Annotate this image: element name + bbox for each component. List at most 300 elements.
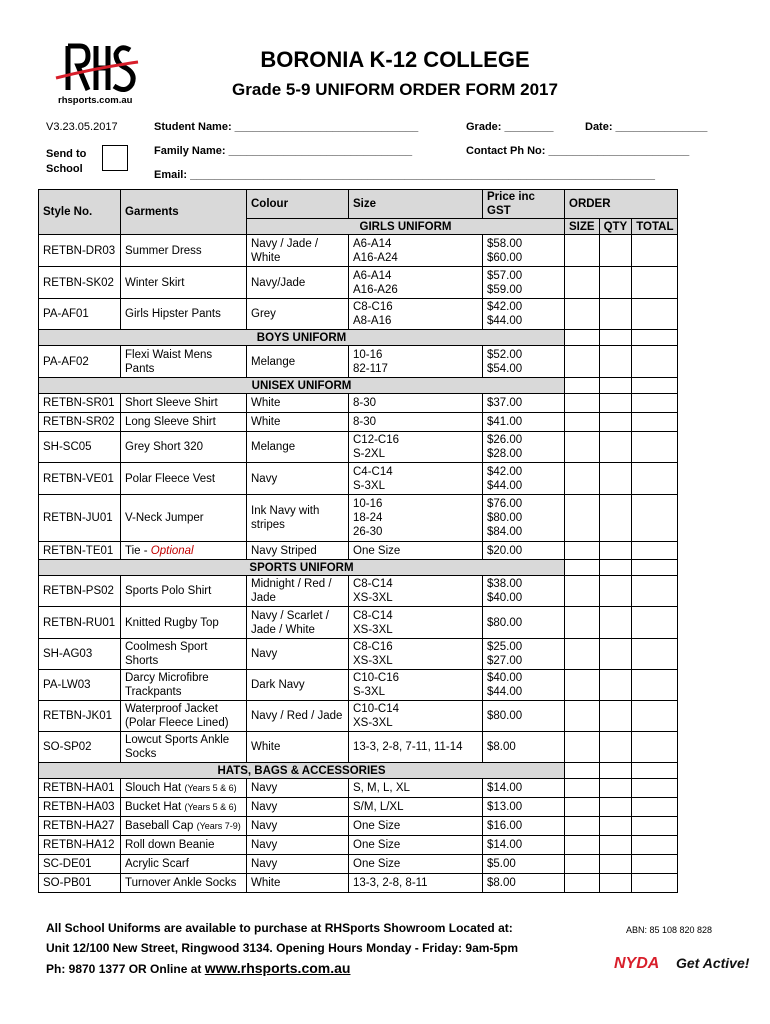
price-value: $13.00 <box>487 801 523 813</box>
cell-garment <box>121 817 247 836</box>
garment-name: Bucket Hat <box>125 801 185 813</box>
table-row <box>39 576 678 607</box>
order-total-input[interactable] <box>632 817 678 836</box>
colour-value: White <box>251 416 281 428</box>
cell-style <box>39 836 121 855</box>
cell-style <box>39 267 121 299</box>
colour-value: White <box>251 397 281 409</box>
cell-size <box>349 542 483 560</box>
cell-price <box>483 701 565 732</box>
order-size-input[interactable] <box>565 670 600 701</box>
order-size-input[interactable] <box>565 542 600 560</box>
section-sports: SPORTS UNIFORM <box>39 560 565 576</box>
contact-phone-field[interactable]: Contact Ph No: _______________________ <box>466 145 690 157</box>
order-size-input[interactable] <box>565 413 600 432</box>
colour-value: Navy <box>251 801 278 813</box>
size-value: C8-C16 XS-3XL <box>353 641 393 667</box>
cell-price <box>483 798 565 817</box>
order-total-input[interactable] <box>632 836 678 855</box>
order-qty-input[interactable] <box>599 267 632 299</box>
cell-garment <box>121 235 247 267</box>
order-total-input[interactable] <box>632 576 678 607</box>
cell-price <box>483 235 565 267</box>
cell-colour <box>247 732 349 763</box>
cell-style <box>39 432 121 463</box>
style-value: SO-SP02 <box>43 741 92 753</box>
cell-colour <box>247 394 349 413</box>
style-value: RETBN-RU01 <box>43 616 116 629</box>
style-value: SO-PB01 <box>43 877 92 889</box>
cell-style <box>39 299 121 330</box>
send-to-school-checkbox[interactable] <box>102 145 128 171</box>
header-total: TOTAL <box>632 219 678 235</box>
cell-colour <box>247 267 349 299</box>
cell-size <box>349 495 483 542</box>
order-qty-input[interactable] <box>599 639 632 670</box>
garment-name: Summer Dress <box>125 244 202 257</box>
cell-price <box>483 346 565 378</box>
cell-style <box>39 732 121 763</box>
table-row <box>39 836 678 855</box>
order-size-input[interactable] <box>565 732 600 763</box>
size-value: 10-16 82-117 <box>353 348 388 375</box>
colour-value: Grey <box>251 308 276 320</box>
cell-style <box>39 798 121 817</box>
cell-size <box>349 639 483 670</box>
order-total-input[interactable] <box>632 463 678 495</box>
order-qty-input[interactable] <box>599 346 632 378</box>
table-row <box>39 670 678 701</box>
order-total-input[interactable] <box>632 607 678 639</box>
cell-garment <box>121 701 247 732</box>
cell-style <box>39 779 121 798</box>
style-value: SC-DE01 <box>43 858 92 870</box>
order-total-input[interactable] <box>632 798 678 817</box>
cell-size <box>349 235 483 267</box>
price-value: $42.00 $44.00 <box>487 465 523 492</box>
colour-value: Ink Navy with stripes <box>251 505 320 531</box>
style-value: PA-LW03 <box>43 679 91 691</box>
cell-style <box>39 639 121 670</box>
size-value: 8-30 <box>353 397 377 409</box>
order-qty-input[interactable] <box>599 874 632 893</box>
cell-colour <box>247 346 349 378</box>
order-size-input[interactable] <box>565 701 600 732</box>
website-link[interactable]: www.rhsports.com.au <box>204 960 351 976</box>
table-row <box>39 413 678 432</box>
price-value: $42.00 $44.00 <box>487 301 523 327</box>
nyda-logo: NYDA <box>614 955 660 972</box>
order-qty-input[interactable] <box>599 576 632 607</box>
style-value: RETBN-VE01 <box>43 472 114 485</box>
style-value: RETBN-PS02 <box>43 585 114 597</box>
cell-garment <box>121 798 247 817</box>
price-value: $38.00 $40.00 <box>487 578 523 604</box>
colour-value: Navy / Jade / White <box>251 237 319 264</box>
header-style: Style No. <box>39 190 121 235</box>
style-value: RETBN-JK01 <box>43 710 113 722</box>
logo-url: rhsports.com.au <box>58 95 133 106</box>
size-value: C12-C16 S-2XL <box>353 434 400 460</box>
order-qty-input[interactable] <box>599 670 632 701</box>
colour-value: Navy <box>251 858 278 870</box>
style-value: RETBN-HA03 <box>43 801 115 813</box>
cell-style <box>39 701 121 732</box>
order-total-input[interactable] <box>632 413 678 432</box>
order-qty-input[interactable] <box>599 855 632 874</box>
order-cell <box>565 330 600 346</box>
order-total-input[interactable] <box>632 495 678 542</box>
cell-style <box>39 817 121 836</box>
cell-garment <box>121 855 247 874</box>
table-row <box>39 346 678 378</box>
order-size-input[interactable] <box>565 874 600 893</box>
cell-price <box>483 413 565 432</box>
style-value: RETBN-HA12 <box>43 839 115 851</box>
order-cell <box>599 763 632 779</box>
cell-garment <box>121 874 247 893</box>
cell-garment <box>121 732 247 763</box>
order-size-input[interactable] <box>565 463 600 495</box>
garment-optional: Optional <box>150 544 194 557</box>
table-row <box>39 267 678 299</box>
table-row <box>39 817 678 836</box>
size-value: C8-C16 A8-A16 <box>353 301 393 327</box>
table-header-row <box>39 190 678 219</box>
cell-garment <box>121 670 247 701</box>
cell-colour <box>247 836 349 855</box>
garment-name: Sports Polo Shirt <box>125 585 212 597</box>
size-value: C4-C14 S-3XL <box>353 465 393 492</box>
section-row <box>39 763 678 779</box>
cell-colour <box>247 463 349 495</box>
price-value: $80.00 <box>487 616 523 629</box>
garment-name: Polar Fleece Vest <box>125 472 216 485</box>
cell-price <box>483 267 565 299</box>
order-qty-input[interactable] <box>599 463 632 495</box>
style-value: RETBN-SK02 <box>43 276 114 289</box>
cell-size <box>349 779 483 798</box>
page-title: BORONIA K-12 COLLEGE <box>260 47 530 72</box>
cell-size <box>349 394 483 413</box>
order-total-input[interactable] <box>632 639 678 670</box>
order-total-input[interactable] <box>632 670 678 701</box>
price-value: $57.00 $59.00 <box>487 269 523 296</box>
order-total-input[interactable] <box>632 267 678 299</box>
cell-garment <box>121 299 247 330</box>
order-total-input[interactable] <box>632 874 678 893</box>
email-field[interactable]: Email: ____________________________________________________________________________ <box>154 169 656 181</box>
cell-style <box>39 576 121 607</box>
footer-line-3: Ph: 9870 1377 OR Online at <box>46 962 205 976</box>
price-value: $14.00 <box>487 782 523 794</box>
cell-colour <box>247 542 349 560</box>
order-qty-input[interactable] <box>599 779 632 798</box>
cell-price <box>483 732 565 763</box>
order-qty-input[interactable] <box>599 235 632 267</box>
abn: ABN: 85 108 820 828 <box>626 925 713 935</box>
order-total-input[interactable] <box>632 394 678 413</box>
garment-name: Baseball Cap <box>125 820 197 832</box>
cell-colour <box>247 874 349 893</box>
colour-value: Navy <box>251 839 278 851</box>
get-active-logo: Get Active! <box>676 955 750 971</box>
size-value: 13-3, 2-8, 8-11 <box>353 877 428 889</box>
order-size-input[interactable] <box>565 495 600 542</box>
colour-value: Melange <box>251 441 296 453</box>
garment-name: Winter Skirt <box>125 276 185 289</box>
colour-value: White <box>251 877 281 889</box>
colour-value: Navy <box>251 820 278 832</box>
order-total-input[interactable] <box>632 542 678 560</box>
cell-garment <box>121 639 247 670</box>
size-value: S, M, L, XL <box>353 782 410 794</box>
order-cell <box>632 330 678 346</box>
order-total-input[interactable] <box>632 779 678 798</box>
colour-value: Navy Striped <box>251 544 317 557</box>
price-value: $14.00 <box>487 839 523 851</box>
cell-colour <box>247 701 349 732</box>
cell-style <box>39 874 121 893</box>
price-value: $41.00 <box>487 416 523 428</box>
price-value: $20.00 <box>487 544 523 557</box>
order-size-input[interactable] <box>565 432 600 463</box>
cell-garment <box>121 779 247 798</box>
order-total-input[interactable] <box>632 299 678 330</box>
family-name-field[interactable]: Family Name: ______________________________ <box>154 145 413 157</box>
order-total-input[interactable] <box>632 432 678 463</box>
cell-size <box>349 413 483 432</box>
table-row <box>39 701 678 732</box>
price-value: $80.00 <box>487 710 523 722</box>
cell-garment <box>121 267 247 299</box>
cell-style <box>39 346 121 378</box>
garment-name: Turnover Ankle Socks <box>125 877 237 889</box>
cell-size <box>349 732 483 763</box>
garment-name: Girls Hipster Pants <box>125 308 221 320</box>
colour-value: Navy/Jade <box>251 276 306 289</box>
style-value: RETBN-HA01 <box>43 782 115 794</box>
order-cell <box>632 763 678 779</box>
size-value: S/M, L/XL <box>353 801 404 813</box>
section-boys: BOYS UNIFORM <box>39 330 565 346</box>
colour-value: Navy <box>251 472 278 485</box>
cell-colour <box>247 639 349 670</box>
order-qty-input[interactable] <box>599 836 632 855</box>
garment-name: Long Sleeve Shirt <box>125 416 216 428</box>
header-price: Price inc GST <box>483 190 565 219</box>
section-row <box>39 378 678 394</box>
order-qty-input[interactable] <box>599 817 632 836</box>
table-row <box>39 299 678 330</box>
style-value: RETBN-HA27 <box>43 820 115 832</box>
cell-price <box>483 299 565 330</box>
order-size-input[interactable] <box>565 394 600 413</box>
order-cell <box>632 378 678 394</box>
cell-size <box>349 267 483 299</box>
price-value: $25.00 $27.00 <box>487 641 523 667</box>
cell-size <box>349 817 483 836</box>
cell-price <box>483 836 565 855</box>
order-cell <box>565 378 600 394</box>
order-size-input[interactable] <box>565 798 600 817</box>
cell-style <box>39 413 121 432</box>
cell-garment <box>121 346 247 378</box>
cell-garment <box>121 463 247 495</box>
order-size-input[interactable] <box>565 779 600 798</box>
price-value: $26.00 $28.00 <box>487 434 523 460</box>
section-row <box>39 560 678 576</box>
style-value: SH-AG03 <box>43 648 93 660</box>
cell-style <box>39 463 121 495</box>
cell-garment <box>121 542 247 560</box>
table-row <box>39 639 678 670</box>
header-qty: QTY <box>599 219 632 235</box>
cell-colour <box>247 798 349 817</box>
page-subtitle: Grade 5-9 UNIFORM ORDER FORM 2017 <box>232 80 558 99</box>
cell-colour <box>247 299 349 330</box>
style-value: RETBN-SR02 <box>43 416 115 428</box>
order-cell <box>565 560 600 576</box>
order-qty-input[interactable] <box>599 732 632 763</box>
section-hats: HATS, BAGS & ACCESSORIES <box>39 763 565 779</box>
table-row <box>39 432 678 463</box>
colour-value: White <box>251 741 281 753</box>
section-unisex: UNISEX UNIFORM <box>39 378 565 394</box>
cell-price <box>483 855 565 874</box>
garment-note: (Years 5 & 6) <box>184 802 237 812</box>
table-row <box>39 394 678 413</box>
cell-colour <box>247 855 349 874</box>
colour-value: Melange <box>251 355 296 368</box>
table-row <box>39 855 678 874</box>
table-row <box>39 495 678 542</box>
cell-size <box>349 874 483 893</box>
size-value: One Size <box>353 839 401 851</box>
cell-style <box>39 235 121 267</box>
order-size-input[interactable] <box>565 299 600 330</box>
header-order: ORDER <box>565 190 678 219</box>
size-value: C8-C14 XS-3XL <box>353 578 393 604</box>
cell-colour <box>247 432 349 463</box>
cell-price <box>483 463 565 495</box>
order-size-input[interactable] <box>565 639 600 670</box>
order-total-input[interactable] <box>632 346 678 378</box>
header-garments: Garments <box>121 190 247 235</box>
cell-price <box>483 779 565 798</box>
order-qty-input[interactable] <box>599 607 632 639</box>
cell-garment <box>121 413 247 432</box>
header-order-size: SIZE <box>565 219 600 235</box>
order-qty-input[interactable] <box>599 542 632 560</box>
cell-style <box>39 495 121 542</box>
order-qty-input[interactable] <box>599 701 632 732</box>
cell-colour <box>247 495 349 542</box>
order-total-input[interactable] <box>632 701 678 732</box>
size-value: C8-C14 XS-3XL <box>353 609 393 636</box>
footer-line-2: Unit 12/100 New Street, Ringwood 3134. Opening Hours Monday - Friday: 9am-5pm <box>46 941 519 955</box>
order-size-input[interactable] <box>565 267 600 299</box>
order-size-input[interactable] <box>565 817 600 836</box>
table-row <box>39 463 678 495</box>
garment-name: Slouch Hat <box>125 782 185 794</box>
order-size-input[interactable] <box>565 346 600 378</box>
garment-name: Short Sleeve Shirt <box>125 397 218 409</box>
colour-value: Navy / Scarlet / Jade / White <box>251 609 329 636</box>
order-size-input[interactable] <box>565 576 600 607</box>
colour-value: Navy <box>251 648 278 660</box>
order-table <box>38 189 678 893</box>
student-name-field[interactable]: Student Name: ______________________________ <box>154 121 419 133</box>
cell-price <box>483 576 565 607</box>
colour-value: Midnight / Red / Jade <box>251 578 332 604</box>
order-qty-input[interactable] <box>599 299 632 330</box>
order-size-input[interactable] <box>565 836 600 855</box>
cell-garment <box>121 394 247 413</box>
order-total-input[interactable] <box>632 235 678 267</box>
size-value: A6-A14 A16-A24 <box>353 237 398 264</box>
colour-value: Navy <box>251 782 278 794</box>
date-field[interactable]: Date: _______________ <box>585 121 708 133</box>
cell-colour <box>247 817 349 836</box>
order-cell <box>632 560 678 576</box>
order-qty-input[interactable] <box>599 432 632 463</box>
order-cell <box>565 763 600 779</box>
colour-value: Dark Navy <box>251 679 305 691</box>
order-size-input[interactable] <box>565 607 600 639</box>
price-value: $8.00 <box>487 741 516 753</box>
footer-line-1: All School Uniforms are available to purchase at RHSports Showroom Located at: <box>46 921 513 935</box>
style-value: RETBN-DR03 <box>43 244 116 257</box>
cell-size <box>349 463 483 495</box>
cell-colour <box>247 670 349 701</box>
order-total-input[interactable] <box>632 855 678 874</box>
order-size-input[interactable] <box>565 235 600 267</box>
order-qty-input[interactable] <box>599 413 632 432</box>
order-cell <box>599 378 632 394</box>
size-value: One Size <box>353 858 401 870</box>
header-size: Size <box>349 190 483 219</box>
garment-name: V-Neck Jumper <box>125 512 204 524</box>
garment-name: Waterproof Jacket (Polar Fleece Lined) <box>125 703 229 729</box>
order-size-input[interactable] <box>565 855 600 874</box>
cell-price <box>483 670 565 701</box>
order-total-input[interactable] <box>632 732 678 763</box>
grade-field[interactable]: Grade: ________ <box>466 121 554 133</box>
garment-note: (Years 5 & 6) <box>184 783 237 793</box>
cell-colour <box>247 607 349 639</box>
size-value: 8-30 <box>353 416 377 428</box>
table-row <box>39 874 678 893</box>
order-qty-input[interactable] <box>599 798 632 817</box>
cell-price <box>483 542 565 560</box>
table-row <box>39 607 678 639</box>
style-value: SH-SC05 <box>43 441 92 453</box>
cell-price <box>483 495 565 542</box>
cell-price <box>483 607 565 639</box>
header-colour: Colour <box>247 190 349 219</box>
colour-value: Navy / Red / Jade <box>251 710 343 722</box>
table-row <box>39 235 678 267</box>
cell-colour <box>247 235 349 267</box>
cell-garment <box>121 495 247 542</box>
order-qty-input[interactable] <box>599 394 632 413</box>
order-qty-input[interactable] <box>599 495 632 542</box>
cell-colour <box>247 576 349 607</box>
price-value: $37.00 <box>487 397 523 409</box>
table-row <box>39 798 678 817</box>
cell-price <box>483 394 565 413</box>
